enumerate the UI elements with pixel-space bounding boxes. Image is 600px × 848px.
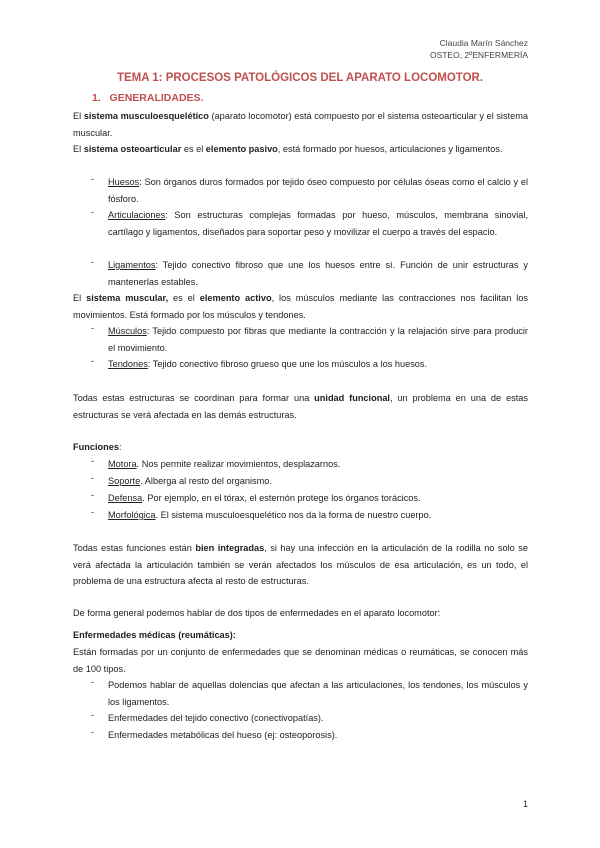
document-title: TEMA 1: PROCESOS PATOLÓGICOS DEL APARATO LOCOMOTOR. — [116, 72, 484, 84]
funciones-heading: Funciones: — [73, 442, 122, 452]
list-item-defensa: Defensa. Por ejemplo, en el tórax, el esternón protege los órganos torácicos. — [108, 493, 421, 503]
page-number: 1 — [522, 799, 528, 809]
list-item-ligamentos: Ligamentos: Tejido conectivo fibroso que une los huesos entre sí. Función de unir estructuras y mantenerlas estables. — [108, 260, 528, 287]
list-bullet: - — [91, 174, 95, 184]
list-item-dolencias: Podemos hablar de aquellas dolencias que afectan a las articulaciones, los tendones, los músculos y los ligamentos. — [108, 680, 528, 707]
paragraph-intro: El sistema musculoesquelético (aparato locomotor) está compuesto por el sistema osteoarticular y el sistema muscular. — [73, 111, 528, 138]
paragraph-unidad-funcional: Todas estas estructuras se coordinan para formar una unidad funcional, un problema en una de estas estructuras se verá afectada en las demás estructuras. — [73, 393, 528, 420]
list-bullet: - — [91, 456, 95, 466]
list-bullet: - — [91, 490, 95, 500]
header-course: OSTEO, 2ºENFERMERÍA — [429, 50, 528, 60]
list-item-tendones: Tendones: Tejido conectivo fibroso grueso que une los músculos a los huesos. — [108, 359, 428, 369]
enfermedades-heading: Enfermedades médicas (reumáticas): — [73, 630, 236, 640]
paragraph-reumaticas: Están formadas por un conjunto de enfermedades que se denominan médicas o reumáticas, se conocen más de 100 tipos. — [73, 647, 528, 674]
list-item-conectivopatias: Enfermedades del tejido conectivo (conectivopatías). — [108, 713, 324, 723]
list-item-morfologica: Morfológica. El sistema musculoesquelético nos da la forma de nuestro cuerpo. — [108, 510, 432, 520]
section-label: GENERALIDADES. — [109, 92, 204, 104]
paragraph-integradas: Todas estas funciones están bien integradas, si hay una infección en la articulación de la rodilla no solo se verá afectada la articulación también se verán afectados los músculos de esa articulación, es un todo, el problema de una estructura afecta al resto de estructuras. — [73, 543, 528, 586]
list-item-metabolicas: Enfermedades metabólicas del hueso (ej: osteoporosis). — [108, 730, 338, 740]
list-bullet: - — [91, 473, 95, 483]
section-number: 1. — [92, 92, 101, 104]
list-bullet: - — [91, 727, 95, 737]
list-bullet: - — [91, 507, 95, 517]
section-heading — [92, 92, 203, 104]
document-header — [430, 37, 528, 61]
list-item-articulaciones: Articulaciones: Son estructuras complejas formadas por hueso, músculos, membrana sinovial, cartílago y ligamentos, diseñados para soportar peso y movilizar el cuerpo a través del espacio. — [108, 210, 528, 237]
list-item-motora: Motora. Nos permite realizar movimientos, desplazarnos. — [108, 459, 341, 469]
header-author: Claudia Marín Sánchez — [439, 38, 528, 48]
list-bullet: - — [91, 257, 95, 267]
list-bullet: - — [91, 356, 95, 366]
list-bullet: - — [91, 677, 95, 687]
paragraph-osteoarticular: El sistema osteoarticular es el elemento pasivo, está formado por huesos, articulaciones y ligamentos. — [73, 144, 503, 154]
paragraph-tipos: De forma general podemos hablar de dos tipos de enfermedades en el aparato locomotor: — [73, 608, 441, 618]
list-item-musculos: Músculos: Tejido compuesto por fibras que mediante la contracción y la relajación sirve para producir el movimiento. — [108, 326, 528, 353]
paragraph-muscular: El sistema muscular, es el elemento activo, los músculos mediante las contracciones nos facilitan los movimientos. Está formado por los músculos y tendones. — [73, 293, 528, 320]
list-item-soporte: Soporte. Alberga al resto del organismo. — [108, 476, 272, 486]
list-item-huesos: Huesos: Son órganos duros formados por tejido óseo compuesto por células óseas como el calcio y el fósforo. — [108, 177, 528, 204]
list-bullet: - — [91, 710, 95, 720]
list-bullet: - — [91, 207, 95, 217]
list-bullet: - — [91, 323, 95, 333]
